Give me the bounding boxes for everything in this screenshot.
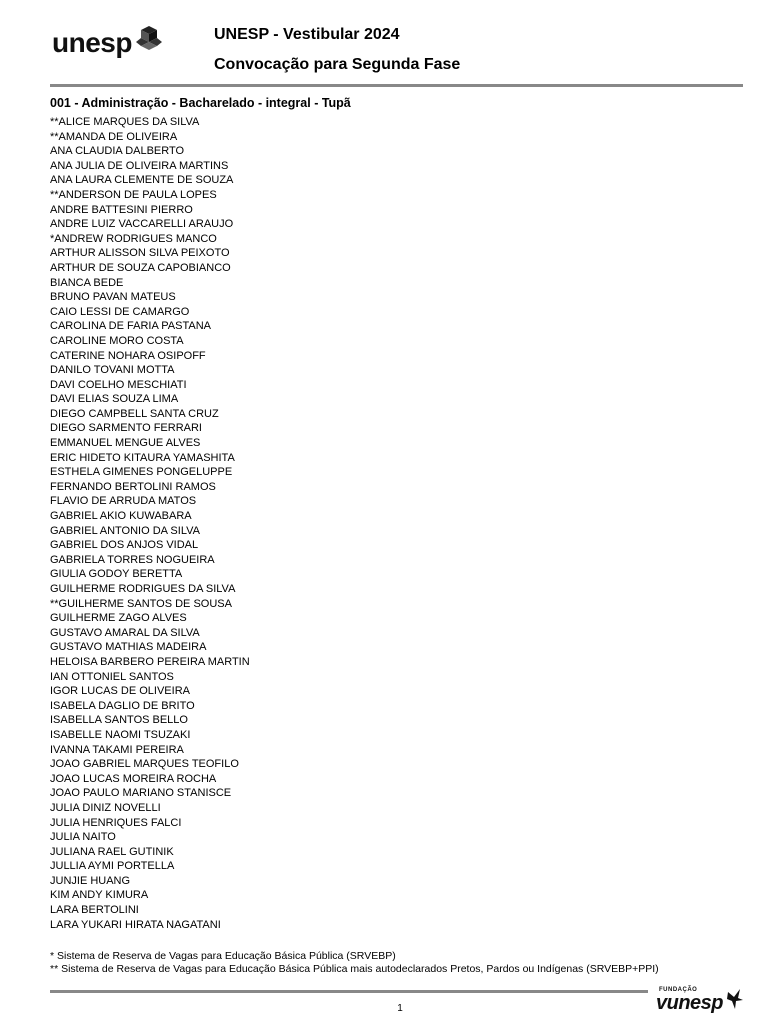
page-subtitle: Convocação para Segunda Fase [214, 56, 461, 73]
footer-divider [50, 990, 648, 993]
list-item: ANDRE LUIZ VACCARELLI ARAUJO [50, 218, 234, 231]
vunesp-logo-text: vunesp [656, 992, 724, 1014]
unesp-logo-mark-icon [136, 26, 162, 50]
list-item: IAN OTTONIEL SANTOS [50, 670, 174, 683]
list-item: JOAO GABRIEL MARQUES TEOFILO [50, 758, 239, 771]
list-item: JULIA HENRIQUES FALCI [50, 816, 182, 829]
footnote-srvebp: * Sistema de Reserva de Vagas para Educação Básica Pública (SRVEBP) [50, 950, 396, 962]
footnotes [50, 950, 659, 976]
list-item: ARTHUR ALISSON SILVA PEIXOTO [50, 247, 230, 260]
list-item: JULIANA RAEL GUTINIK [50, 845, 174, 858]
list-item: DIEGO CAMPBELL SANTA CRUZ [50, 407, 219, 420]
list-item: BIANCA BEDE [50, 276, 124, 289]
list-item: DANILO TOVANI MOTTA [50, 364, 175, 377]
list-item: *ANDREW RODRIGUES MANCO [50, 232, 217, 245]
list-item: FLAVIO DE ARRUDA MATOS [50, 495, 197, 508]
vunesp-bird-icon [726, 988, 744, 1010]
list-item: GIULIA GODOY BERETTA [50, 568, 183, 581]
list-item: BRUNO PAVAN MATEUS [50, 291, 176, 304]
list-item: GUSTAVO AMARAL DA SILVA [50, 626, 200, 639]
list-item: IVANNA TAKAMI PEREIRA [50, 743, 184, 756]
vunesp-logo-caption: FUNDAÇÃO [659, 987, 698, 993]
list-item: GUILHERME ZAGO ALVES [50, 612, 187, 625]
list-item: GUILHERME RODRIGUES DA SILVA [50, 583, 236, 595]
list-item: CAIO LESSI DE CAMARGO [50, 305, 190, 318]
list-item: DIEGO SARMENTO FERRARI [50, 422, 202, 435]
list-item: ANA JULIA DE OLIVEIRA MARTINS [50, 159, 229, 172]
list-item: **ALICE MARQUES DA SILVA [50, 116, 200, 128]
list-item: ANDRE BATTESINI PIERRO [50, 203, 193, 216]
vunesp-logo [656, 986, 748, 1016]
page-number: 1 [397, 1003, 403, 1014]
list-item: KIM ANDY KIMURA [50, 889, 149, 902]
list-item: JOAO PAULO MARIANO STANISCE [50, 787, 232, 800]
candidate-list [50, 115, 250, 932]
list-item: JULIA DINIZ NOVELLI [50, 801, 161, 814]
header-divider [50, 84, 743, 87]
list-item: DAVI COELHO MESCHIATI [50, 378, 187, 391]
list-item: GABRIEL DOS ANJOS VIDAL [50, 539, 199, 552]
list-item: FERNANDO BERTOLINI RAMOS [50, 480, 216, 493]
list-item: JULIA NAITO [50, 831, 116, 844]
list-item: LARA YUKARI HIRATA NAGATANI [50, 918, 221, 931]
page-title: UNESP - Vestibular 2024 [214, 26, 400, 43]
list-item: GUSTAVO MATHIAS MADEIRA [50, 641, 207, 654]
list-item: CAROLINE MORO COSTA [50, 334, 184, 347]
list-item: JULLIA AYMI PORTELLA [50, 860, 175, 873]
list-item: ARTHUR DE SOUZA CAPOBIANCO [50, 261, 231, 274]
list-item: CAROLINA DE FARIA PASTANA [50, 320, 211, 333]
list-item: IGOR LUCAS DE OLIVEIRA [50, 685, 190, 698]
unesp-logo-text: unesp [52, 27, 132, 58]
course-heading: 001 - Administração - Bacharelado - integral - Tupã [50, 96, 351, 110]
list-item: ISABELA DAGLIO DE BRITO [50, 699, 195, 712]
list-item: JOAO LUCAS MOREIRA ROCHA [50, 772, 217, 785]
list-item: ERIC HIDETO KITAURA YAMASHITA [50, 451, 235, 464]
list-item: LARA BERTOLINI [50, 904, 139, 917]
list-item: GABRIEL ANTONIO DA SILVA [50, 524, 200, 537]
list-item: GABRIEL AKIO KUWABARA [50, 510, 192, 523]
list-item: **ANDERSON DE PAULA LOPES [50, 188, 217, 201]
list-item: DAVI ELIAS SOUZA LIMA [50, 393, 179, 406]
list-item: ESTHELA GIMENES PONGELUPPE [50, 466, 233, 479]
list-item: HELOISA BARBERO PEREIRA MARTIN [50, 655, 250, 668]
list-item: CATERINE NOHARA OSIPOFF [50, 349, 206, 362]
list-item: GABRIELA TORRES NOGUEIRA [50, 553, 215, 566]
list-item: ISABELLA SANTOS BELLO [50, 714, 188, 727]
footnote-srvebp-ppi: ** Sistema de Reserva de Vagas para Educação Básica Pública mais autodeclarados Pretos, Pardos ou Indígenas (SRVEBP+PPI) [50, 963, 659, 975]
list-item: **AMANDA DE OLIVEIRA [50, 130, 178, 143]
list-item: JUNJIE HUANG [50, 874, 131, 887]
list-item: ANA CLAUDIA DALBERTO [50, 145, 185, 158]
list-item: ISABELLE NAOMI TSUZAKI [50, 728, 191, 741]
list-item: EMMANUEL MENGUE ALVES [50, 437, 201, 450]
unesp-logo [52, 24, 172, 68]
list-item: ANA LAURA CLEMENTE DE SOUZA [50, 174, 234, 187]
list-item: **GUILHERME SANTOS DE SOUSA [50, 597, 232, 610]
